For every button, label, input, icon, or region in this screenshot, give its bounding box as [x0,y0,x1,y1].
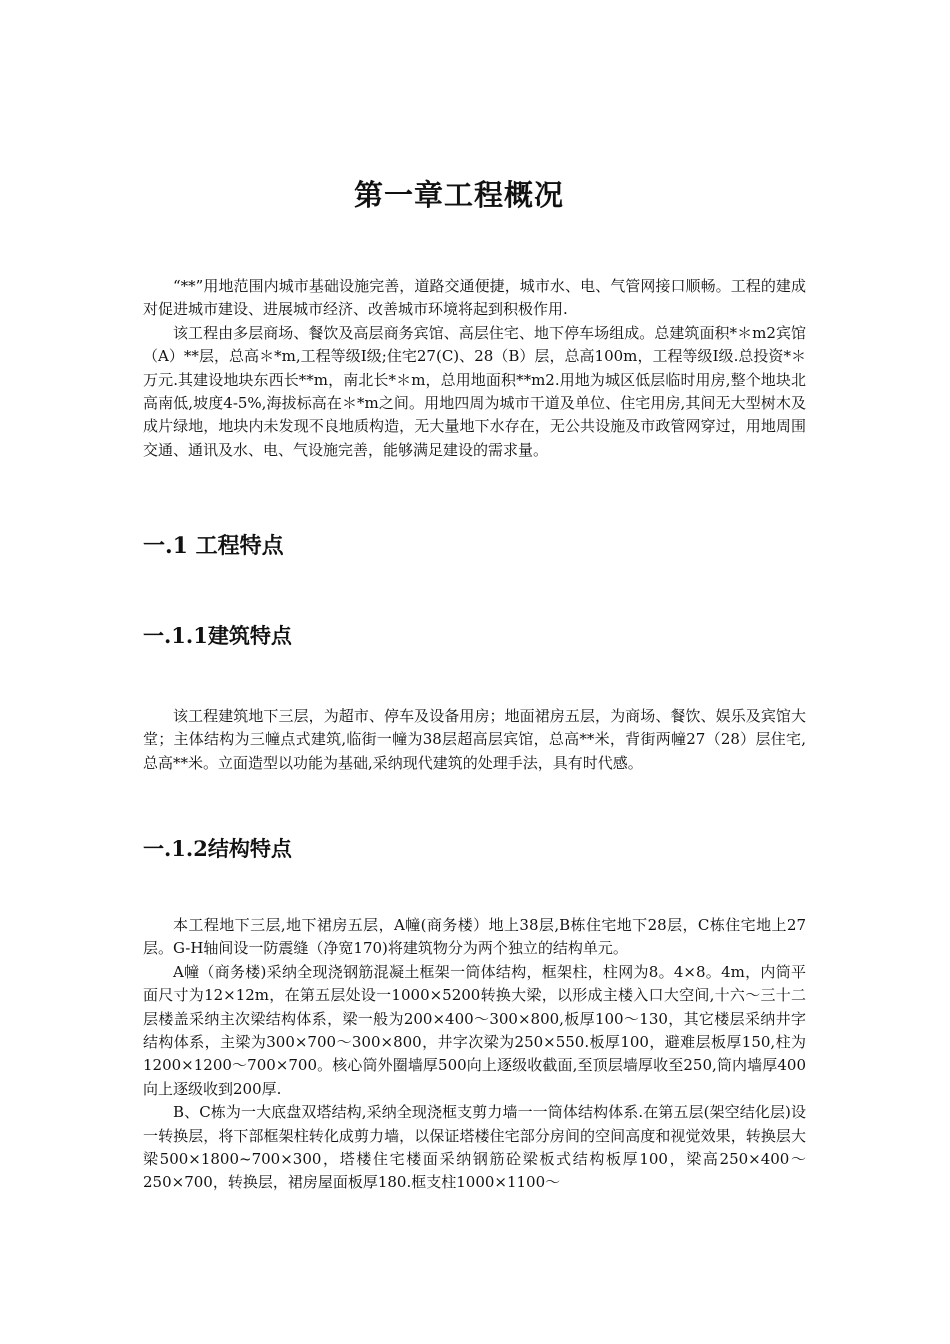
structure-paragraph-3: B、C栋为一大底盘双塔结构,采纳全现浇框支剪力墙一一筒体结构体系.在第五层(架空结化层)设一转换层，将下部框架柱转化成剪力墙，以保证塔楼住宅部分房间的空间高度和视觉效果，转换层大梁500×1800~700×300，塔楼住宅楼面采纳钢筋砼梁板式结构板厚100，梁高250×400～250×700，转换层，裙房屋面板厚180.框支柱1000×1100～ [143,1103,806,1192]
overview-text [143,275,806,462]
structure-paragraph-1: 本工程地下三层,地下裙房五层，A幢(商务楼）地上38层,B栋住宅地下28层，C栋住宅地上27层。G-H轴间设一防震缝（净宽170)将建筑物分为两个独立的结构单元。 [143,916,806,958]
overview-paragraph-1: “**”用地范围内城市基础设施完善，道路交通便捷，城市水、电、气管网接口顺畅。工程的建成对促进城市建设、进展城市经济、改善城市环境将起到积极作用. [143,277,806,319]
architecture-text [143,705,806,775]
section-heading-1-1-1: 一.1.1建筑特点 [143,623,292,648]
section-heading-1-1-2: 一.1.2结构特点 [143,836,292,861]
structure-text [143,914,806,1195]
overview-paragraph-2: 该工程由多层商场、餐饮及高层商务宾馆、高层住宅、地下停车场组成。总建筑面积*＊m2宾馆（A）**层，总高＊*m,工程等级Ⅰ级;住宅27(C)、28（B）层，总高100m，工程等级Ⅰ级.总投资*＊万元.其建设地块东西长**m，南北长*＊m，总用地面积**m2.用地为城区低层临时用房,整个地块北高南低,坡度4-5%,海拔标高在＊*m之间。用地四周为城市干道及单位、住宅用房,其间无大型树木及成片绿地，地块内未发现不良地质构造，无大量地下水存在，无公共设施及市政管网穿过，用地周围交通、通讯及水、电、气设施完善，能够满足建设的需求量。 [143,323,806,459]
structure-paragraph-2: A幢（商务楼)采纳全现浇钢筋混凝土框架一筒体结构，框架柱，柱网为8。4×8。4m，内筒平面尺寸为12×12m，在第五层处设一1000×5200转换大梁，以形成主楼入口大空间,十六～三十二层楼盖采纳主次梁结构体系，梁一般为200×400～300×800,板厚100～130，其它楼层采纳井字结构体系，主梁为300×700～300×800，井字次梁为250×550.板厚100，避难层板厚150,柱为1200×1200～700×700。核心筒外圈墙厚500向上逐级收截面,至顶层墙厚收至250,筒内墙厚400向上逐级收到200厚. [143,962,806,1098]
section-heading-1-1: 一.1 工程特点 [143,533,284,559]
architecture-paragraph-1: 该工程建筑地下三层，为超市、停车及设备用房；地面裙房五层，为商场、餐饮、娱乐及宾馆大堂；主体结构为三幢点式建筑,临街一幢为38层超高层宾馆，总高**米，背街两幢27（28）层住宅,总高**米。立面造型以功能为基础,采纳现代建筑的处理手法，具有时代感。 [143,707,806,772]
chapter-title: 第一章工程概况 [353,178,564,213]
